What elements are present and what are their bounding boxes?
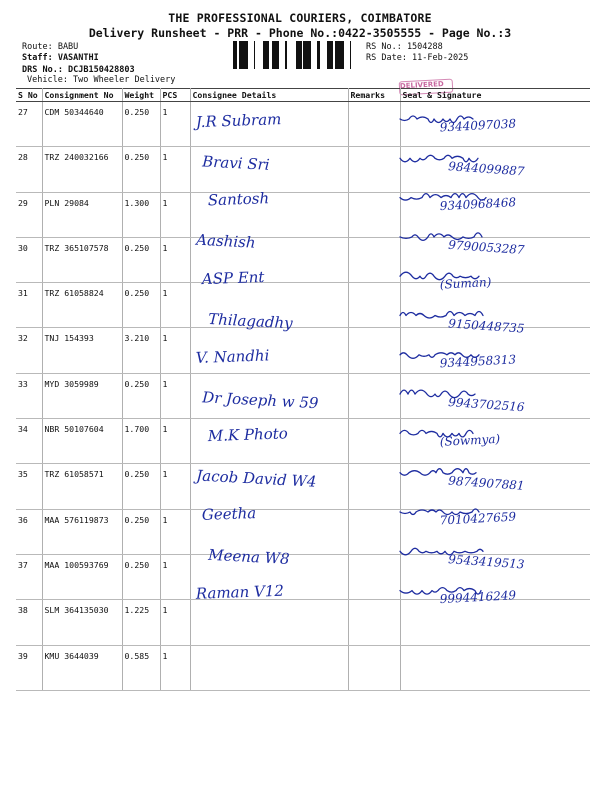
row-consignee-cell (190, 600, 348, 645)
signature-handwriting: 7010427659 (439, 509, 517, 528)
stamp-text: DELIVERED (399, 80, 444, 91)
signature-handwriting: 9150448735 (447, 316, 525, 336)
row-weight: 0.250 (122, 102, 160, 147)
row-weight: 1.225 (122, 600, 160, 645)
table-row (16, 419, 590, 464)
consignee-handwriting: Thilagadhy (207, 309, 294, 333)
route-label: Route: BABU (22, 42, 79, 52)
row-consignment: TRZ 240032166 (42, 147, 122, 192)
barcode-bar (233, 41, 236, 69)
row-remarks-cell (348, 328, 400, 373)
consignee-handwriting: Santosh (207, 189, 270, 210)
row-sno: 33 (16, 373, 42, 418)
signature-handwriting: 9844099887 (447, 159, 525, 179)
row-pcs: 1 (160, 645, 190, 690)
barcode-bar (335, 41, 338, 69)
row-pcs: 1 (160, 102, 190, 147)
row-consignee-cell (190, 102, 348, 147)
consignee-handwriting: Meena W8 (207, 545, 291, 568)
signature-handwriting: (Suman) (439, 275, 492, 292)
barcode-bar (273, 41, 275, 69)
row-remarks-cell (348, 147, 400, 192)
row-sno: 28 (16, 147, 42, 192)
row-sno: 39 (16, 645, 42, 690)
row-weight: 1.700 (122, 419, 160, 464)
row-consignment: KMU 3644039 (42, 645, 122, 690)
row-consignee-cell (190, 373, 348, 418)
signature-handwriting: (Sowmya) (439, 431, 501, 449)
signature-handwriting: 9874907881 (447, 473, 525, 493)
staff-label: Staff: VASANTHI (22, 53, 99, 63)
col-consignment: Consignment No (42, 89, 122, 102)
table-row (16, 192, 590, 237)
row-remarks-cell (348, 237, 400, 282)
barcode-bar (309, 41, 311, 69)
row-sno: 34 (16, 419, 42, 464)
barcode (233, 41, 359, 69)
consignee-handwriting: Aashish (195, 230, 256, 252)
row-consignee-cell (190, 464, 348, 509)
barcode-bar (245, 41, 248, 69)
row-consignment: CDM 50344640 (42, 102, 122, 147)
row-remarks-cell (348, 102, 400, 147)
row-remarks-cell (348, 464, 400, 509)
row-consignee-cell (190, 509, 348, 554)
table-header-row (16, 89, 590, 102)
table-row (16, 645, 590, 690)
row-signature-cell (400, 509, 590, 554)
table-row (16, 237, 590, 282)
col-signature: Seal & Signature (400, 89, 590, 102)
row-consignee-cell (190, 192, 348, 237)
barcode-bar (275, 41, 278, 69)
col-pcs: PCS (160, 89, 190, 102)
signature-handwriting: 9543419513 (447, 552, 525, 572)
table-row (16, 600, 590, 645)
consignee-handwriting: Geetha (201, 504, 257, 524)
row-signature-cell (400, 645, 590, 690)
barcode-bar (332, 41, 333, 69)
barcode-bar (329, 41, 332, 69)
rs-no-label: RS No.: 1504288 (366, 42, 443, 52)
barcode-bar (339, 41, 341, 69)
table-row (16, 373, 590, 418)
row-consignee-cell (190, 328, 348, 373)
signature-handwriting: 9340968468 (439, 195, 517, 214)
barcode-bar (263, 41, 266, 69)
col-consignee: Consignee Details (190, 89, 348, 102)
row-signature-cell (400, 102, 590, 147)
signature-handwriting: 9344958313 (439, 352, 517, 371)
row-consignment: PLN 29084 (42, 192, 122, 237)
barcode-bar (242, 41, 243, 69)
barcode-bar (296, 41, 297, 69)
barcode-bar (239, 41, 242, 69)
consignee-handwriting: ASP Ent (201, 267, 265, 289)
row-consignment: TRZ 61058571 (42, 464, 122, 509)
row-sno: 27 (16, 102, 42, 147)
row-pcs: 1 (160, 554, 190, 599)
consignee-handwriting: V. Nandhi (195, 346, 270, 367)
row-weight: 0.250 (122, 373, 160, 418)
barcode-bar (308, 41, 309, 69)
row-remarks-cell (348, 283, 400, 328)
consignee-handwriting: Dr Joseph w 59 (201, 388, 319, 413)
barcode-bar (297, 41, 299, 69)
row-weight: 0.250 (122, 509, 160, 554)
table-row (16, 147, 590, 192)
row-weight: 0.250 (122, 147, 160, 192)
barcode-bar (236, 41, 237, 69)
row-remarks-cell (348, 192, 400, 237)
row-remarks-cell (348, 419, 400, 464)
consignee-handwriting: Raman V12 (195, 581, 285, 603)
table-row (16, 283, 590, 328)
rs-date-label: RS Date: 11-Feb-2025 (366, 53, 469, 63)
col-remarks: Remarks (348, 89, 400, 102)
table-row (16, 102, 590, 147)
barcode-bar (317, 41, 320, 69)
row-signature-cell (400, 283, 590, 328)
row-remarks-cell (348, 554, 400, 599)
barcode-bar (341, 41, 344, 69)
row-consignee-cell (190, 283, 348, 328)
barcode-bar (303, 41, 305, 69)
page-subtitle: Delivery Runsheet - PRR - Phone No.:0422-3505555 - Page No.:3 (88, 26, 512, 40)
signature-handwriting: 9994416249 (439, 588, 517, 607)
row-consignment: MYD 3059989 (42, 373, 122, 418)
row-pcs: 1 (160, 373, 190, 418)
row-sno: 35 (16, 464, 42, 509)
drs-label: DRS No.: DCJB150428803 (22, 65, 135, 75)
row-consignment: TNJ 154393 (42, 328, 122, 373)
row-signature-cell (400, 328, 590, 373)
barcode-bar (272, 41, 273, 69)
vehicle-label: Vehicle: Two Wheeler Delivery (27, 75, 176, 85)
row-pcs: 1 (160, 147, 190, 192)
row-pcs: 1 (160, 328, 190, 373)
table-row (16, 554, 590, 599)
signature-handwriting: 9344097038 (439, 116, 517, 135)
row-weight: 0.250 (122, 554, 160, 599)
row-consignee-cell (190, 419, 348, 464)
row-consignment: TRZ 61058824 (42, 283, 122, 328)
row-remarks-cell (348, 373, 400, 418)
row-signature-cell (400, 192, 590, 237)
row-consignee-cell (190, 237, 348, 282)
barcode-bar (299, 41, 302, 69)
signature-handwriting: 9943702516 (447, 394, 525, 415)
row-consignee-cell (190, 645, 348, 690)
consignee-handwriting: M.K Photo (207, 424, 289, 446)
row-weight: 3.210 (122, 328, 160, 373)
row-sno: 31 (16, 283, 42, 328)
row-consignment: MAA 576119873 (42, 509, 122, 554)
row-sno: 32 (16, 328, 42, 373)
barcode-bar (266, 41, 267, 69)
row-weight: 0.250 (122, 237, 160, 282)
barcode-bar (278, 41, 279, 69)
row-consignment: TRZ 365107578 (42, 237, 122, 282)
row-weight: 0.585 (122, 645, 160, 690)
table-row (16, 464, 590, 509)
consignee-handwriting: Bravi Sri (201, 152, 271, 174)
row-weight: 0.250 (122, 283, 160, 328)
row-weight: 0.250 (122, 464, 160, 509)
row-remarks-cell (348, 645, 400, 690)
row-signature-cell (400, 237, 590, 282)
barcode-bar (327, 41, 329, 69)
table-row (16, 509, 590, 554)
row-sno: 30 (16, 237, 42, 282)
row-pcs: 1 (160, 600, 190, 645)
barcode-bar (267, 41, 269, 69)
row-signature-cell (400, 464, 590, 509)
row-sno: 38 (16, 600, 42, 645)
barcode-bar (254, 41, 255, 69)
row-pcs: 1 (160, 237, 190, 282)
signature-handwriting: 9790053287 (447, 237, 525, 258)
barcode-bar (305, 41, 308, 69)
row-pcs: 1 (160, 283, 190, 328)
consignee-handwriting: J.R Subram (195, 110, 282, 132)
col-sno: S No (16, 89, 42, 102)
row-signature-cell (400, 373, 590, 418)
consignee-handwriting: Jacob David W4 (195, 466, 317, 491)
runsheet-table (16, 88, 590, 691)
col-weight: Weight (122, 89, 160, 102)
barcode-bar (285, 41, 287, 69)
row-signature-cell (400, 419, 590, 464)
barcode-bar (350, 41, 351, 69)
barcode-bar (338, 41, 339, 69)
row-signature-cell (400, 147, 590, 192)
row-signature-cell (400, 554, 590, 599)
row-consignee-cell (190, 147, 348, 192)
row-sno: 37 (16, 554, 42, 599)
row-pcs: 1 (160, 464, 190, 509)
row-weight: 1.300 (122, 192, 160, 237)
row-consignment: NBR 50107604 (42, 419, 122, 464)
row-pcs: 1 (160, 419, 190, 464)
row-sno: 29 (16, 192, 42, 237)
row-pcs: 1 (160, 192, 190, 237)
table-row (16, 328, 590, 373)
row-pcs: 1 (160, 509, 190, 554)
row-consignment: SLM 364135030 (42, 600, 122, 645)
row-consignee-cell (190, 554, 348, 599)
row-sno: 36 (16, 509, 42, 554)
row-consignment: MAA 100593769 (42, 554, 122, 599)
page-title: THE PROFESSIONAL COURIERS, COIMBATORE (168, 11, 432, 25)
row-remarks-cell (348, 509, 400, 554)
row-signature-cell (400, 600, 590, 645)
row-remarks-cell (348, 600, 400, 645)
barcode-bar (243, 41, 245, 69)
